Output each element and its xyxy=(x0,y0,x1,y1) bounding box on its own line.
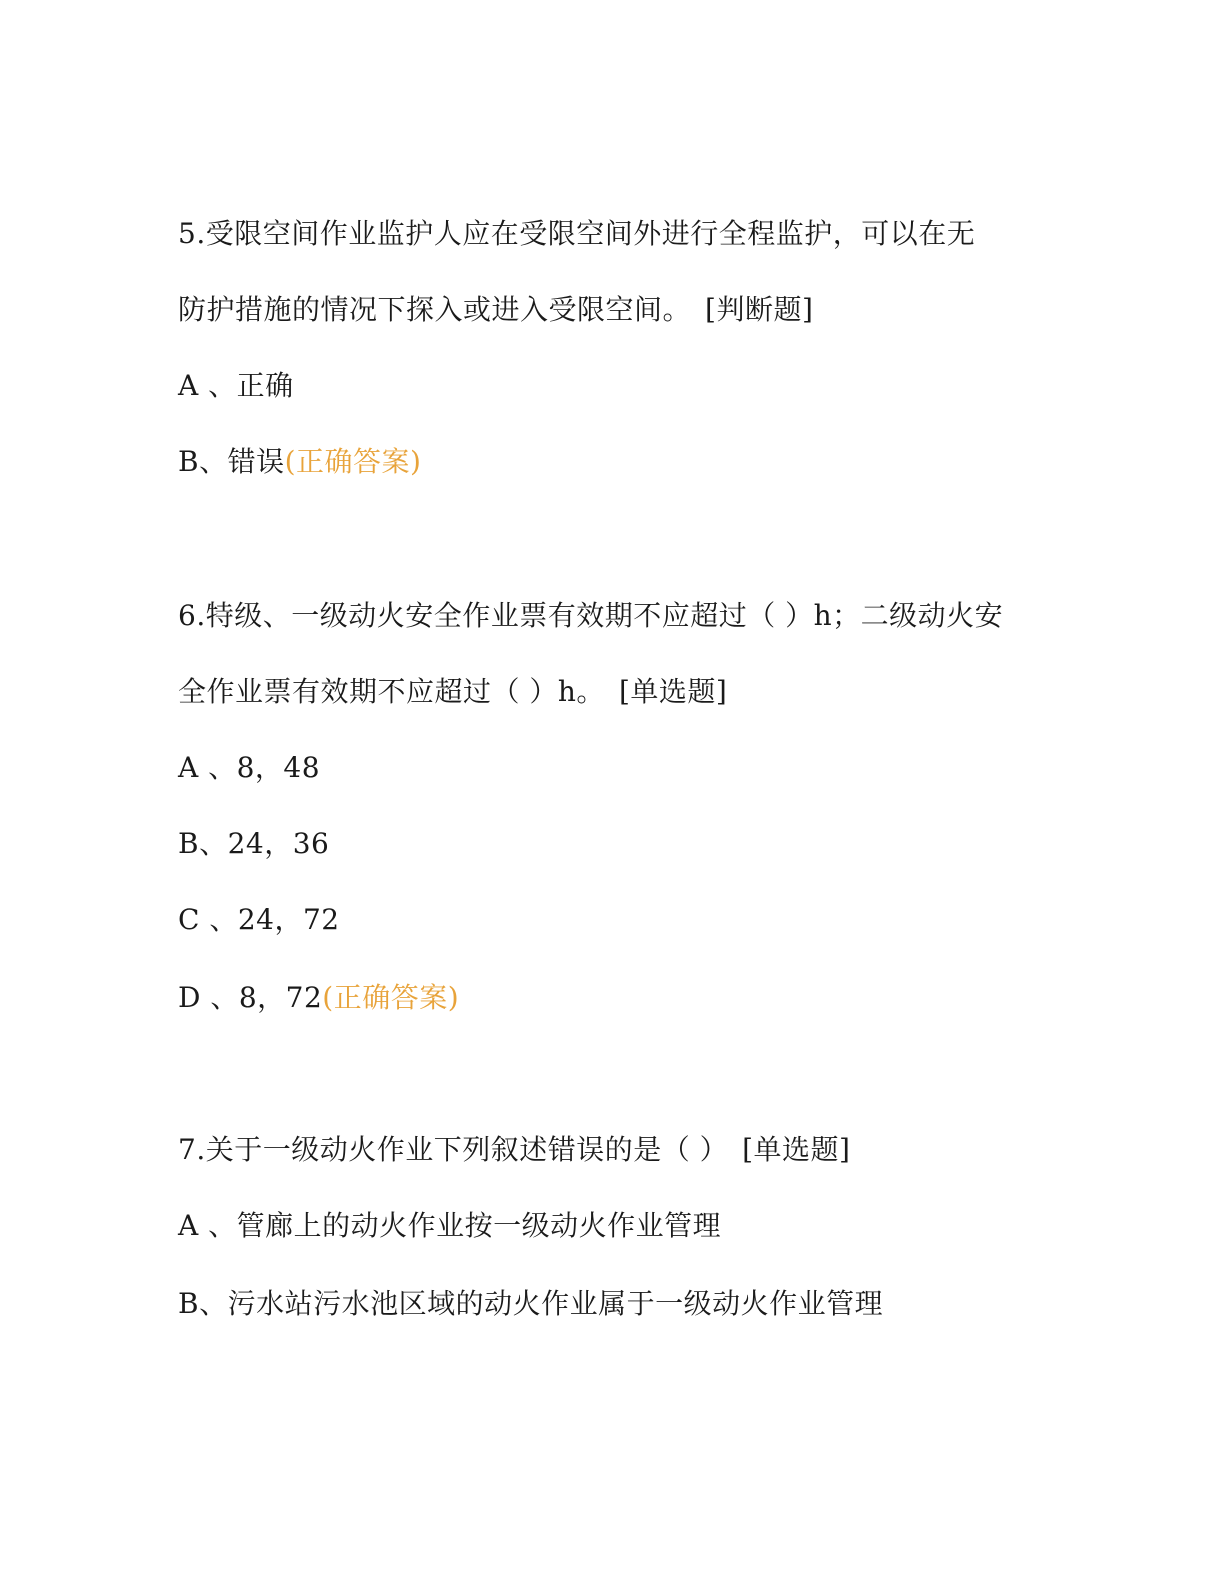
q5-text-line2 xyxy=(178,292,813,328)
q6-option-b xyxy=(178,826,329,862)
q6-text-line1 xyxy=(178,598,1003,634)
q7-option-b-text: B、污水站污水池区域的动火作业属于一级动火作业管理 xyxy=(178,1287,884,1320)
q7-stem-1: 7.关于一级动火作业下列叙述错误的是（ ） xyxy=(178,1133,729,1166)
q5-stem-1: 5.受限空间作业监护人应在受限空间外进行全程监护，可以在无 xyxy=(178,217,976,250)
q5-option-b-text: B、错误 xyxy=(178,445,285,478)
q6-option-a-text: A 、8，48 xyxy=(178,751,321,784)
q6-stem-1: 6.特级、一级动火安全作业票有效期不应超过（ ）h；二级动火安 xyxy=(178,599,1004,632)
q5-option-b xyxy=(178,444,421,480)
q6-option-b-text: B、24，36 xyxy=(178,827,330,860)
q6-correct-answer-mark: (正确答案) xyxy=(322,981,460,1014)
q5-option-a-text: A 、正确 xyxy=(178,369,294,402)
q5-type-tag: [判断题] xyxy=(705,293,814,326)
q6-stem-2: 全作业票有效期不应超过（ ）h。 xyxy=(178,675,605,708)
q6-option-a xyxy=(178,750,320,786)
q5-correct-answer-mark: (正确答案) xyxy=(284,445,422,478)
q5-option-a xyxy=(178,368,294,404)
q5-text-line1 xyxy=(178,216,975,252)
q7-option-a-text: A 、管廊上的动火作业按一级动火作业管理 xyxy=(178,1209,722,1242)
q6-type-tag: [单选题] xyxy=(618,675,728,708)
q6-option-d-text: D 、8，72 xyxy=(178,981,323,1014)
q6-option-c xyxy=(178,902,340,938)
q7-text-line1 xyxy=(178,1132,850,1168)
q7-type-tag: [单选题] xyxy=(742,1133,851,1166)
q6-option-d xyxy=(178,980,459,1016)
q7-option-a xyxy=(178,1208,721,1244)
q7-option-b xyxy=(178,1286,883,1322)
q5-stem-2: 防护措施的情况下探入或进入受限空间。 xyxy=(178,293,692,326)
q6-option-c-text: C 、24，72 xyxy=(178,903,340,936)
q6-text-line2 xyxy=(178,674,727,710)
